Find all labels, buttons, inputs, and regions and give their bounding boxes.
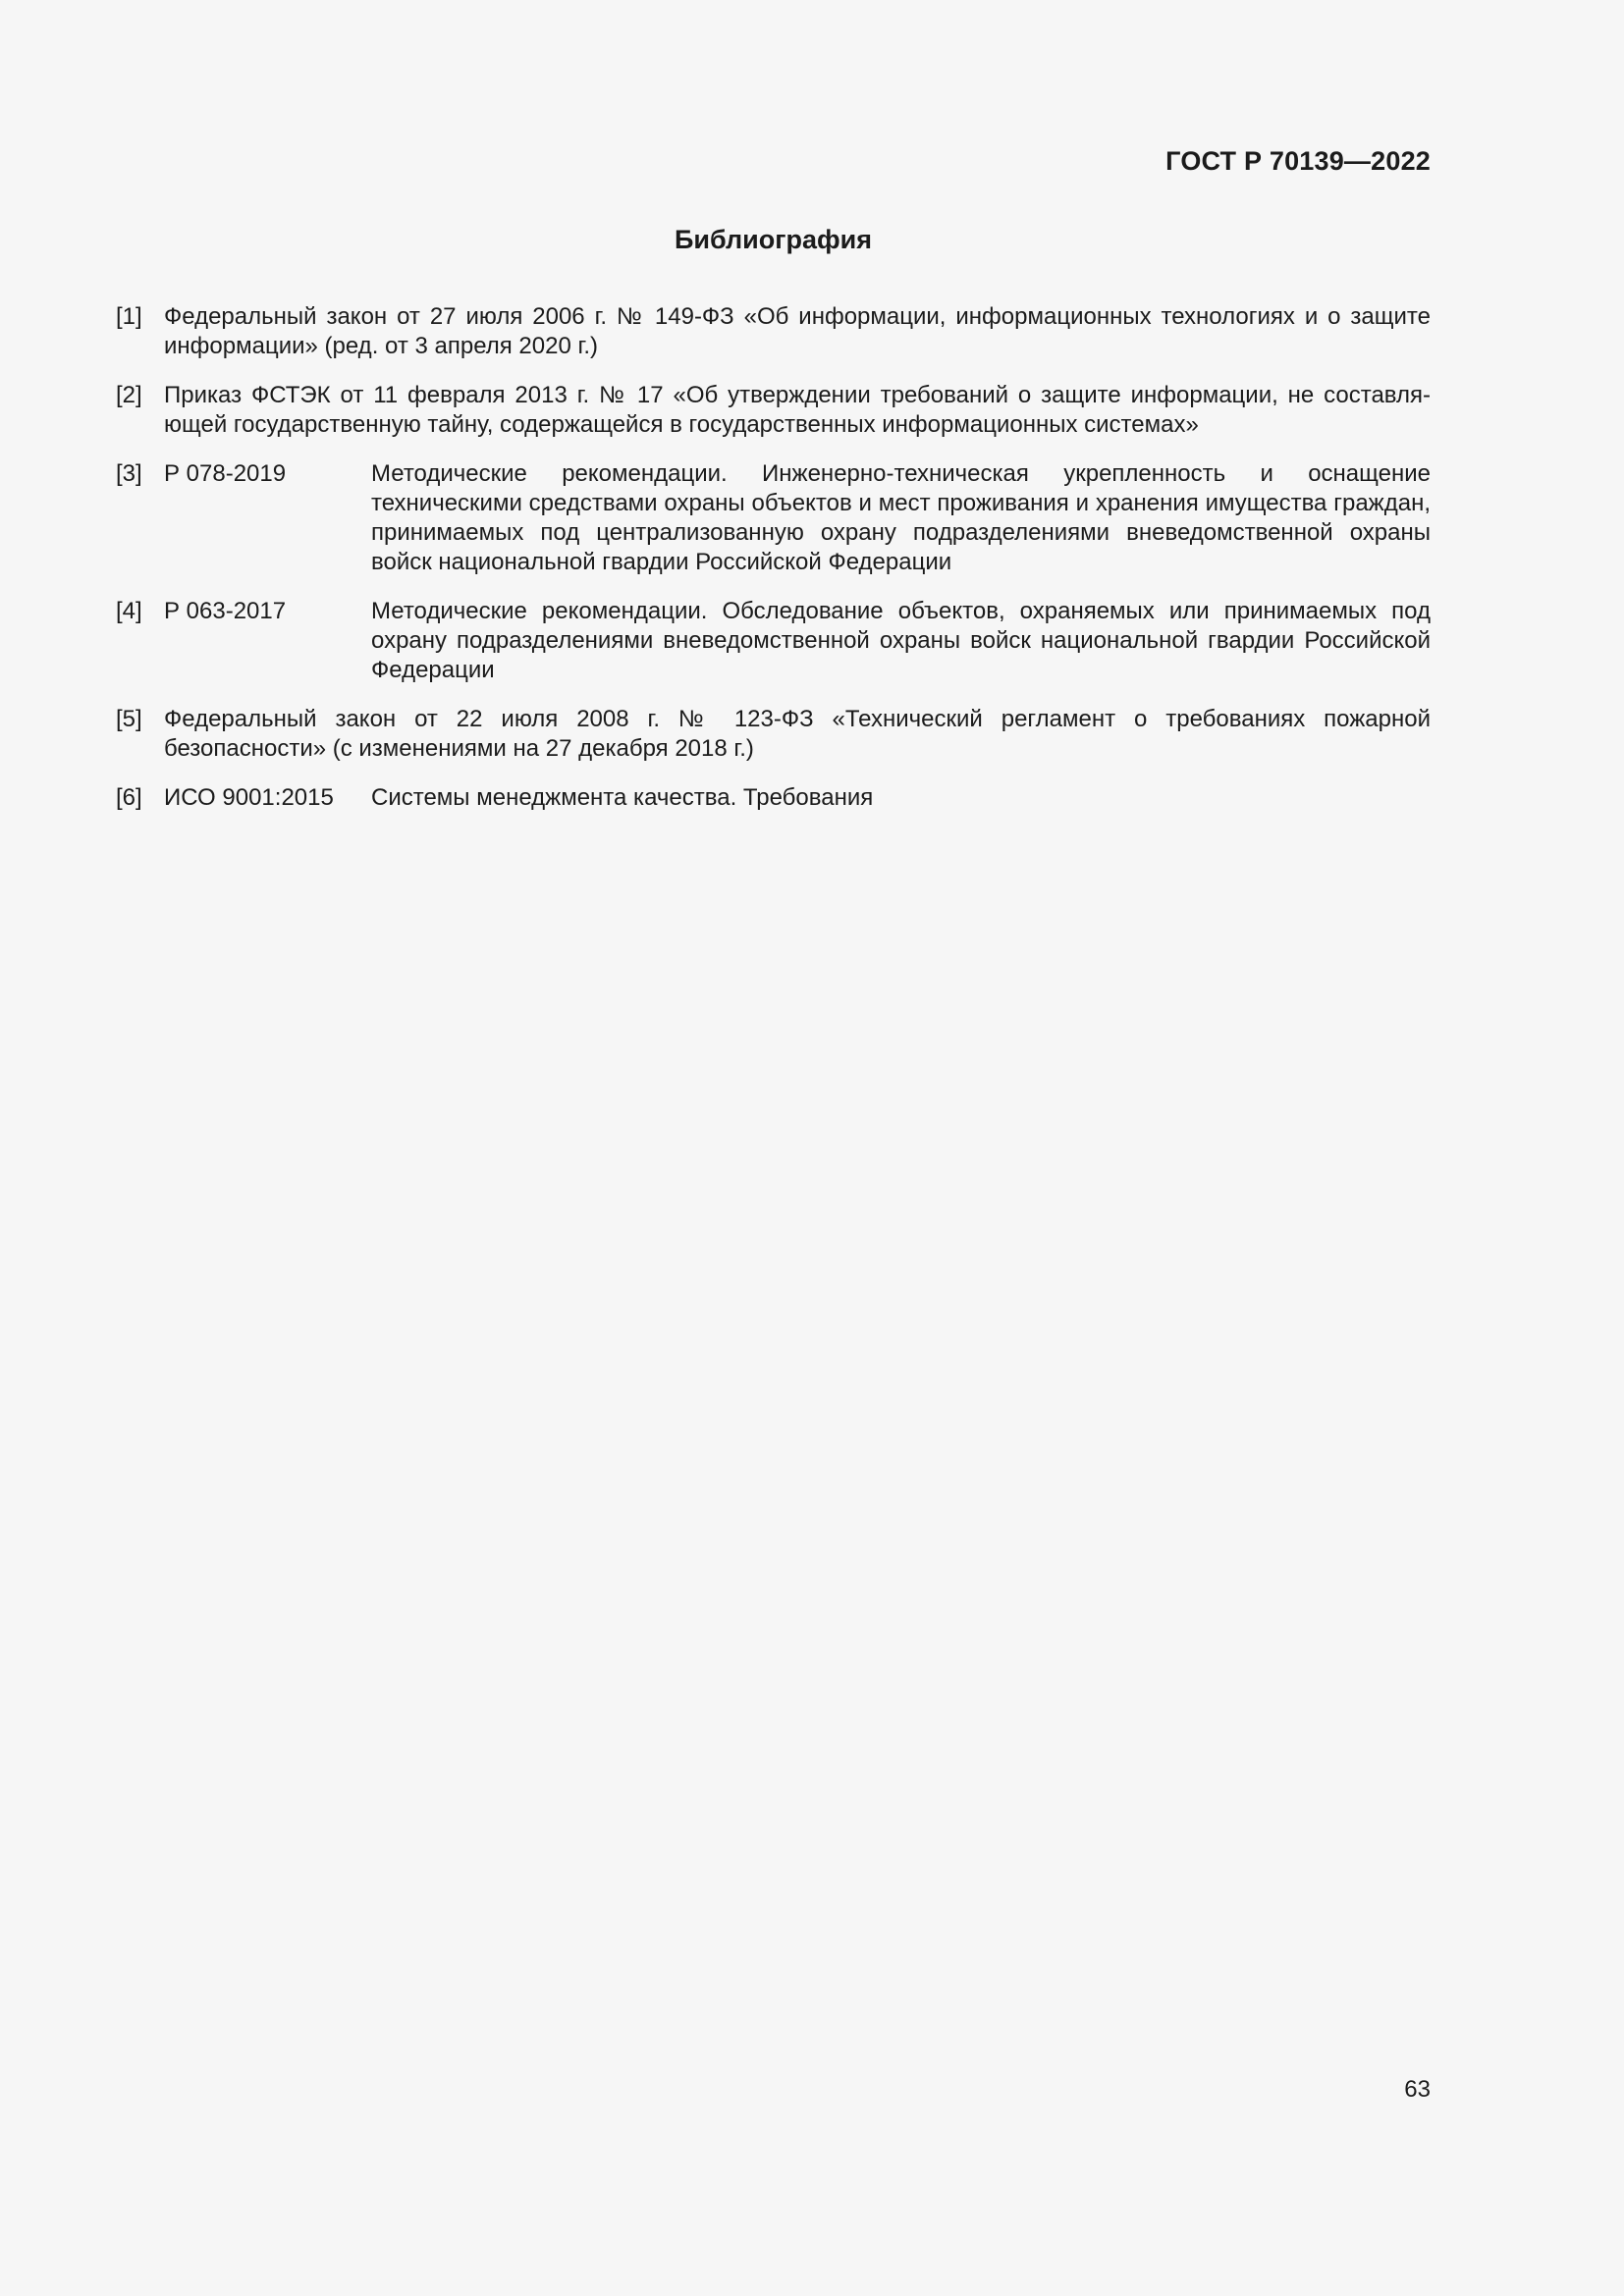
entry-number: [3] (116, 460, 142, 487)
bibliography-entry (116, 597, 1431, 685)
entry-text: Методические рекомендации. Инженерно-техническая укрепленность и оснащение техническими средствами охраны объектов и мест проживания и хранения имущества граждан, принимаемых под централизованную охрану подразделениями вневедомственной охраны войск национальной гвардии Российской Федерации (371, 460, 1431, 575)
bibliography-title: Библиография (675, 225, 872, 254)
bibliography-entry (116, 783, 1431, 813)
bibliography-entry (116, 459, 1431, 577)
entry-code: Р 078-2019 (164, 460, 287, 487)
bibliography-entry (116, 302, 1431, 361)
bibliography-entry (116, 705, 1431, 764)
document-code: ГОСТ Р 70139—2022 (1165, 146, 1431, 176)
bibliography-list (116, 302, 1431, 832)
bibliography-entry (116, 381, 1431, 440)
entry-number: [4] (116, 598, 142, 624)
page-number: 63 (1404, 2076, 1431, 2103)
entry-code: ИСО 9001:2015 (164, 784, 334, 811)
entry-text: Методические рекомендации. Обследование объектов, охраняемых или принимаемых под охрану подразделениями вневедомственной охраны войск национальной гвардии Российской Федерации (371, 598, 1431, 683)
entry-number: [1] (116, 303, 142, 330)
entry-number: [6] (116, 784, 142, 811)
entry-code: Р 063-2017 (164, 598, 287, 624)
entry-text: Федеральный закон от 22 июля 2008 г. № 123-ФЗ «Технический регламент о требованиях пожарной безопасности» (с изменениями на 27 декабря 2018 г.) (164, 706, 1431, 762)
entry-text: Системы менеджмента качества. Требования (371, 784, 874, 811)
entry-text: Приказ ФСТЭК от 11 февраля 2013 г. № 17 «Об утверждении требований о защите информации, не составля-ющей государственную тайну, содержащейся в государственных информационных системах» (164, 382, 1431, 438)
entry-number: [2] (116, 382, 142, 408)
entry-number: [5] (116, 706, 142, 732)
entry-text: Федеральный закон от 27 июля 2006 г. № 149-ФЗ «Об информации, информационных технологиях и о защите информации» (ред. от 3 апреля 2020 г.) (164, 303, 1431, 359)
